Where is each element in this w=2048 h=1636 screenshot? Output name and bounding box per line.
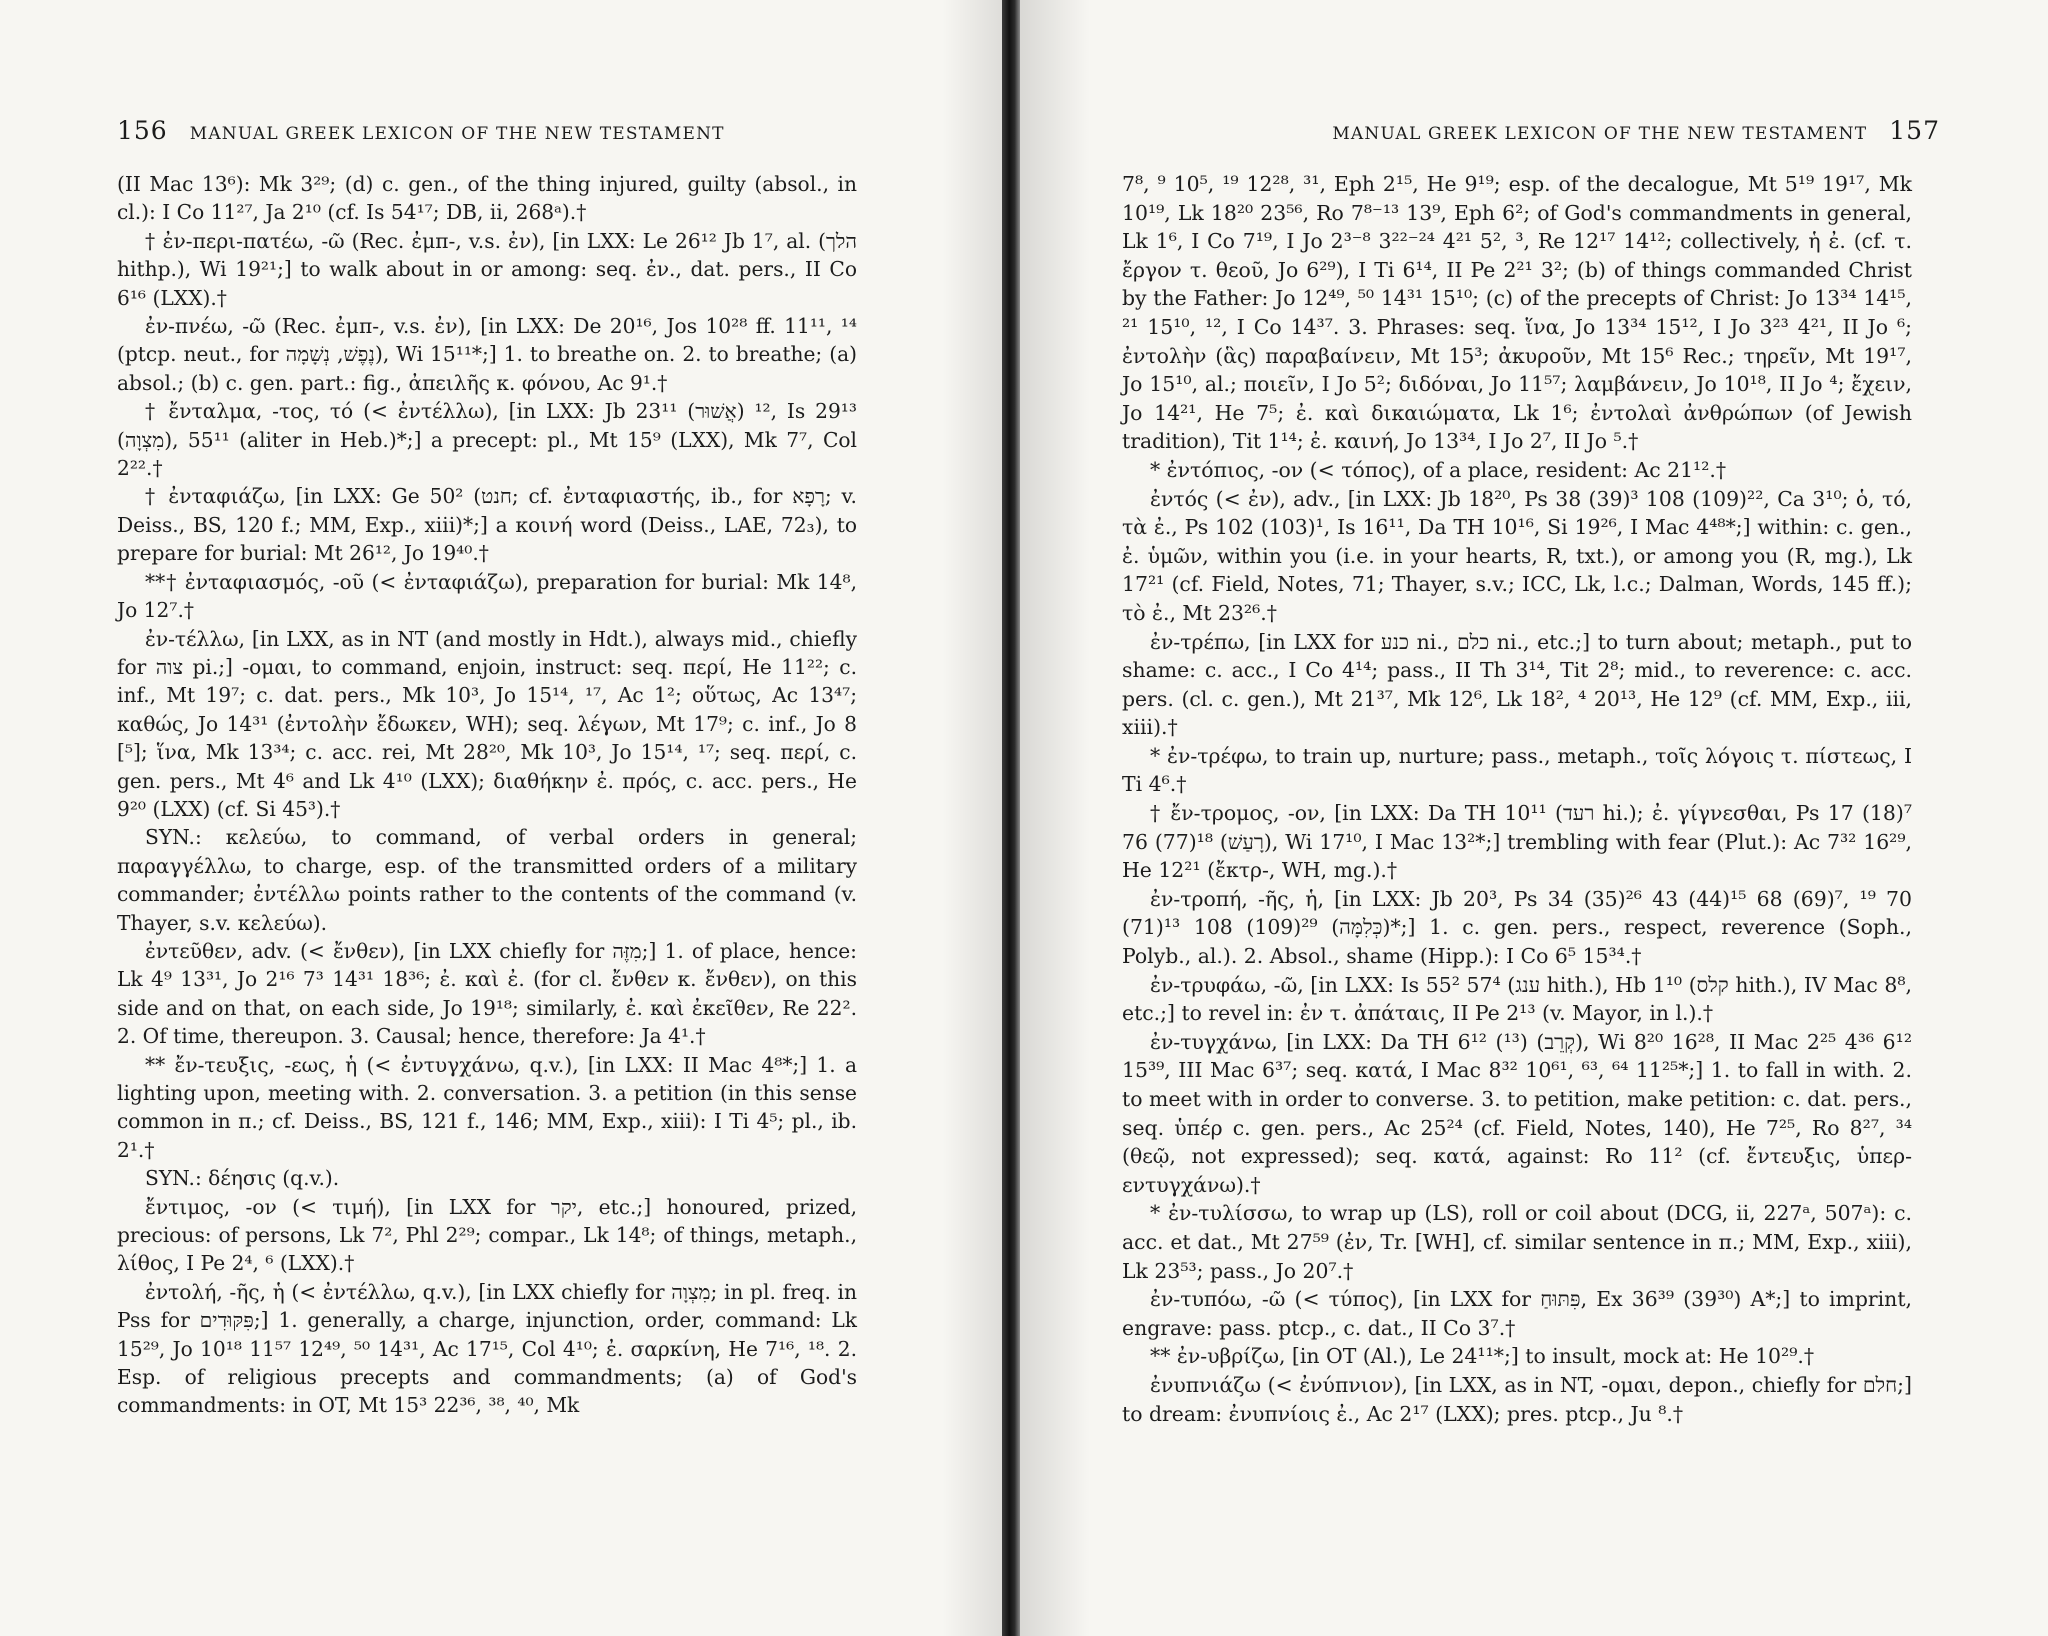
page-number: 157 xyxy=(1889,116,1940,145)
running-title: MANUAL GREEK LEXICON OF THE NEW TESTAMENT xyxy=(1332,124,1868,144)
entry-paragraph: (II Mac 13⁶): Mk 3²⁹; (d) c. gen., of the thing injured, guilty (absol., in cl.): I Co 11²⁷, Ja 2¹⁰ (cf. Is 54¹⁷; DB, ii, 268ᵃ).† xyxy=(117,172,857,225)
entry-paragraph: 7⁸, ⁹ 10⁵, ¹⁹ 12²⁸, ³¹, Eph 2¹⁵, He 9¹⁹; esp. of the decalogue, Mt 5¹⁹ 19¹⁷, Mk 10¹⁹, Lk 18²⁰ 23⁵⁶, Ro 7⁸⁻¹³ 13⁹, Eph 6²; of God's commandments in general, Lk 1⁶, I Co 7¹⁹, I Jo 2³⁻⁸ 3²²⁻²⁴ 4²¹ 5², ³, Re 12¹⁷ 14¹²; collectively, ἡ ἐ. (cf. τ. ἔργον τ. θεοῦ, Jo 6²⁹), I Ti 6¹⁴, II Pe 2²¹ 3²; (b) of things commanded Christ by the Father: Jo 12⁴⁹, ⁵⁰ 14³¹ 15¹⁰; (c) of the precepts of Christ: Jo 13³⁴ 14¹⁵, ²¹ 15¹⁰, ¹², I Co 14³⁷. 3. Phrases: seq. ἵνα, Jo 13³⁴ 15¹², I Jo 3²³ 4²¹, II Jo ⁶; ἐντολὴν (ἃς) παραβαίνειν, Mt 15³; ἀκυροῦν, Mt 15⁶ Rec.; τηρεῖν, Mt 19¹⁷, Jo 15¹⁰, al.; ποιεῖν, I Jo 5²; διδόναι, Jo 11⁵⁷; λαμβάνειν, Jo 10¹⁸, II Jo ⁴; ἔχειν, Jo 14²¹, He 7⁵; ἐ. καὶ δικαιώματα, Lk 1⁶; ἐντολαὶ ἀνθρώπων (of Jewish tradition), Tit 1¹⁴; ἐ. καινή, Jo 13³⁴, I Jo 2⁷, II Jo ⁵.† xyxy=(1122,172,1912,454)
running-head-left xyxy=(117,116,725,145)
entry-paragraph: ἐν-πνέω, -ῶ (Rec. ἐμπ-, v.s. ἐν), [in LXX: De 20¹⁶, Jos 10²⁸ ff. 11¹¹, ¹⁴ (ptcp. neut., for נֶפֶשׁ, נְשָׁמָה), Wi 15¹¹*;] 1. to breathe on. 2. to breathe; (a) absol.; (b) c. gen. part.: fig., ἀπειλῆς κ. φόνου, Ac 9¹.† xyxy=(117,314,857,395)
entry-paragraph: ** ἔν-τευξις, -εως, ἡ (< ἐντυγχάνω, q.v.), [in LXX: II Mac 4⁸*;] 1. a lighting upon, meeting with. 2. conversation. 3. a petition (in this sense common in π.; cf. Deiss., BS, 121 f., 146; MM, Exp., xiii): I Ti 4⁵; pl., ib. 2¹.† xyxy=(117,1052,857,1162)
synonym-note: SYN.: δέησις (q.v.). xyxy=(145,1166,340,1191)
entry-paragraph: ἐν-τυγχάνω, [in LXX: Da TH 6¹² (¹³) (קְרֵב), Wi 8²⁰ 16²⁸, II Mac 2²⁵ 4³⁶ 6¹² 15³⁹, III Mac 6³⁷; seq. κατά, I Mac 8³² 10⁶¹, ⁶³, ⁶⁴ 11²⁵*;] 1. to fall in with. 2. to meet with in order to converse. 3. to petition, make petition: c. dat. pers., seq. ὑπέρ c. gen. pers., Ac 25²⁴ (cf. Field, Notes, 140), He 7²⁵, Ro 8²⁷, ³⁴ (θεῷ, not expressed); seq. κατά, against: Ro 11² (cf. ἔντευξις, ὑπερ-εντυγχάνω).† xyxy=(1122,1029,1912,1197)
running-head-right xyxy=(1332,116,1940,145)
page-curl-shadow xyxy=(1020,0,1090,1636)
entry-paragraph: † ἐν-περι-πατέω, -ῶ (Rec. ἐμπ-, v.s. ἐν), [in LXX: Le 26¹² Jb 1⁷, al. (הלך hithp.), Wi 19²¹;] to walk about in or among: seq. ἐν., dat. pers., II Co 6¹⁶ (LXX).† xyxy=(117,228,857,310)
running-title: MANUAL GREEK LEXICON OF THE NEW TESTAMENT xyxy=(189,124,725,144)
left-page xyxy=(0,0,1002,1636)
entry-paragraph: † ἔνταλμα, -τος, τό (< ἐντέλλω), [in LXX: Jb 23¹¹ (אֲשׁוּר) ¹², Is 29¹³ (מִצְוָה), 55¹¹ (aliter in Heb.)*;] a precept: pl., Mt 15⁹ (LXX), Mk 7⁷, Col 2²².† xyxy=(117,399,857,481)
book-gutter xyxy=(1002,0,1020,1636)
entry-paragraph: ἐν-τέλλω, [in LXX, as in NT (and mostly in Hdt.), always mid., chiefly for צוה pi.;] -ομαι, to command, enjoin, instruct: seq. περί, He 11²²; c. inf., Mt 19⁷; c. dat. pers., Mk 10³, Jo 15¹⁴, ¹⁷, Ac 1²; οὕτως, Ac 13⁴⁷; καθώς, Jo 14³¹ (ἐντολὴν ἔδωκεν, WH); seq. λέγων, Mt 17⁹; c. inf., Jo 8 [⁵]; ἵνα, Mk 13³⁴; c. acc. rei, Mt 28²⁰, Mk 10³, Jo 15¹⁴, ¹⁷; seq. περί, c. gen. pers., Mt 4⁶ and Lk 4¹⁰ (LXX); διαθήκην ἐ. πρός, c. acc. pers., He 9²⁰ (LXX) (cf. Si 45³).† xyxy=(117,626,857,821)
entry-paragraph: * ἐν-τυλίσσω, to wrap up (LS), roll or coil about (DCG, ii, 227ᵃ, 507ᵃ): c. acc. et dat., Mt 27⁵⁹ (ἐν, Tr. [WH], cf. similar sentence in π.; MM, Exp., xiii), Lk 23⁵³; pass., Jo 20⁷.† xyxy=(1122,1201,1912,1283)
entry-paragraph: ἐντός (< ἐν), adv., [in LXX: Jb 18²⁰, Ps 38 (39)³ 108 (109)²², Ca 3¹⁰; ὁ, τό, τὰ ἐ., Ps 102 (103)¹, Is 16¹¹, Da TH 10¹⁶, Si 19²⁶, I Mac 4⁴⁸*;] within: c. gen., ἐ. ὑμῶν, within you (i.e. in your hearts, R, txt.), or among you (R, mg.), Lk 17²¹ (cf. Field, Notes, 71; Thayer, s.v.; ICC, Lk, l.c.; Dalman, Words, 145 ff.); τὸ ἐ., Mt 23²⁶.† xyxy=(1122,486,1912,625)
page-number: 156 xyxy=(117,116,168,145)
entry-paragraph: ἐν-τρέπω, [in LXX for כנע ni., כלם ni., etc.;] to turn about; metaph., put to shame: c. acc., I Co 4¹⁴; pass., II Th 3¹⁴, Tit 2⁸; mid., to reverence: c. acc. pers. (cl. c. gen.), Mt 21³⁷, Mk 12⁶, Lk 18², ⁴ 20¹³, He 12⁹ (cf. MM, Exp., iii, xiii).† xyxy=(1122,629,1912,740)
entry-paragraph: † ἐνταφιάζω, [in LXX: Ge 50² (חנט; cf. ἐνταφιαστής, ib., for רָפָא; v. Deiss., BS, 120 f.; MM, Exp., xiii)*;] a κοινή word (Deiss., LAE, 72₃), to prepare for burial: Mt 26¹², Jo 19⁴⁰.† xyxy=(117,484,857,566)
right-page xyxy=(1020,0,2048,1636)
entry-paragraph: ἐν-τρυφάω, -ῶ, [in LXX: Is 55² 57⁴ (ענג hith.), Hb 1¹⁰ (קלס hith.), IV Mac 8⁸, etc.;] to revel in: ἐν τ. ἀπάταις, II Pe 2¹³ (v. Mayor, in l.).† xyxy=(1122,972,1912,1026)
synonym-note: SYN.: κελεύω, to command, of verbal orders in general; παραγγέλλω, to charge, esp. of the transmitted orders of a military commander; ἐντέλλω points rather to the contents of the command (v. Thayer, s.v. κελεύω). xyxy=(117,825,857,935)
entry-paragraph: * ἐν-τρέφω, to train up, nurture; pass., metaph., τοῖς λόγοις τ. πίστεως, I Ti 4⁶.† xyxy=(1122,743,1912,797)
entry-paragraph: ἐντεῦθεν, adv. (< ἔνθεν), [in LXX chiefly for מִזֶּה;] 1. of place, hence: Lk 4⁹ 13³¹, Jo 2¹⁶ 7³ 14³¹ 18³⁶; ἐ. καὶ ἐ. (for cl. ἔνθεν κ. ἔνθεν), on this side and on that, on each side, Jo 19¹⁸; similarly, ἐ. καὶ ἐκεῖθεν, Re 22². 2. Of time, thereupon. 3. Causal; hence, therefore: Ja 4¹.† xyxy=(117,938,857,1049)
entry-paragraph: † ἔν-τρομος, -ον, [in LXX: Da TH 10¹¹ (רעד hi.); ἐ. γίγνεσθαι, Ps 17 (18)⁷ 76 (77)¹⁸ (רָעַשׁ), Wi 17¹⁰, I Mac 13²*;] trembling with fear (Plut.): Ac 7³² 16²⁹, He 12²¹ (ἔκτρ-, WH, mg.).† xyxy=(1122,801,1913,883)
entry-paragraph: * ἐντόπιος, -ον (< τόπος), of a place, resident: Ac 21¹².† xyxy=(1150,457,1727,482)
entry-paragraph: ** ἐν-υβρίζω, [in OT (Al.), Le 24¹¹*;] to insult, mock at: He 10²⁹.† xyxy=(1150,1344,1815,1369)
text-column-right xyxy=(1122,170,1912,1428)
entry-paragraph: ἐν-τυπόω, -ῶ (< τύπος), [in LXX for פִּתּוּחַ, Ex 36³⁹ (39³⁰) A*;] to imprint, engrave: pass. ptcp., c. dat., II Co 3⁷.† xyxy=(1122,1287,1912,1340)
entry-paragraph: **† ἐνταφιασμός, -οῦ (< ἐνταφιάζω), preparation for burial: Mk 14⁸, Jo 12⁷.† xyxy=(117,569,857,623)
entry-paragraph: ἔντιμος, -ον (< τιμή), [in LXX for יקר, etc.;] honoured, prized, precious: of persons, Lk 7², Phl 2²⁹; compar., Lk 14⁸; of things, metaph., λίθος, I Pe 2⁴, ⁶ (LXX).† xyxy=(117,1194,857,1276)
page-curl-shadow xyxy=(942,0,1002,1636)
entry-paragraph: ἐντολή, -ῆς, ἡ (< ἐντέλλω, q.v.), [in LXX chiefly for מִצְוָה; in pl. freq. in Pss for פִּקּוּדִים;] 1. generally, a charge, injunction, order, command: Lk 15²⁹, Jo 10¹⁸ 11⁵⁷ 12⁴⁹, ⁵⁰ 14³¹, Ac 17¹⁵, Col 4¹⁰; ἐ. σαρκίνη, He 7¹⁶, ¹⁸. 2. Esp. of religious precepts and commandments; (a) of God's commandments: in OT, Mt 15³ 22³⁶, ³⁸, ⁴⁰, Mk xyxy=(117,1279,857,1418)
entry-paragraph: ἐν-τροπή, -ῆς, ἡ, [in LXX: Jb 20³, Ps 34 (35)²⁶ 43 (44)¹⁵ 68 (69)⁷, ¹⁹ 70 (71)¹³ 108 (109)²⁹ (כְּלִמָּה)*;] 1. c. gen. pers., respect, reverence (Soph., Polyb., al.). 2. Absol., shame (Hipp.): I Co 6⁵ 15³⁴.† xyxy=(1122,886,1913,969)
text-column-left xyxy=(117,170,857,1420)
entry-paragraph: ἐνυπνιάζω (< ἐνύπνιον), [in LXX, as in NT, -ομαι, depon., chiefly for חלם;] to dream: ἐνυπνίοις ἐ., Ac 2¹⁷ (LXX); pres. ptcp., Ju ⁸.† xyxy=(1122,1372,1912,1426)
